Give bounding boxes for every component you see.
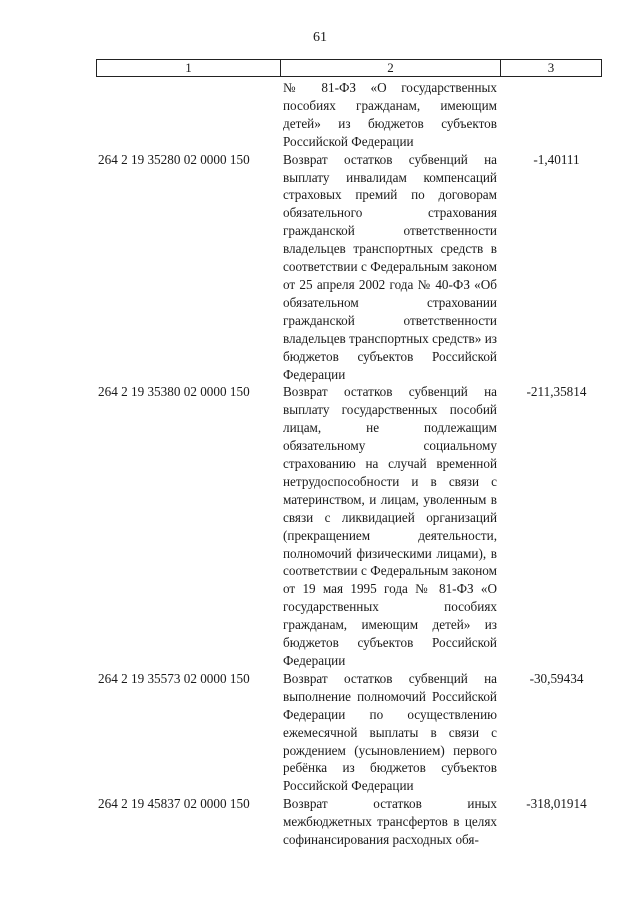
header-col-3: 3 [547, 60, 555, 75]
row-code [96, 79, 280, 151]
table-row [96, 670, 602, 795]
row-description: № 81-ФЗ «О государственных пособиях гражданам, имеющим детей» из бюджетов субъектов Российской Федерации [283, 80, 497, 149]
header-col-1: 1 [97, 60, 281, 76]
row-description: Возврат остатков субвенций на выплату инвалидам компенсаций страховых премий по договорам обязательного страхования гражданской ответственности владельцев транспортных средств в соответствии с Федеральным законом от 25 апреля 2002 года № 40-ФЗ «Об обязательном страховании гражданской ответственности владельцев транспортных средств» из бюджетов субъектов Российской Федерации [283, 151, 497, 382]
table-row [96, 383, 602, 670]
table-row [96, 795, 602, 849]
row-code: 264 2 19 35280 02 0000 150 [98, 151, 250, 167]
row-code: 264 2 19 45837 02 0000 150 [98, 796, 250, 812]
row-code: 264 2 19 35380 02 0000 150 [98, 384, 250, 400]
table-row [96, 151, 602, 384]
table-header [96, 59, 602, 77]
page-number: 61 [313, 30, 327, 45]
row-amount [497, 79, 602, 151]
header-col-2: 2 [281, 60, 501, 76]
table-body [96, 79, 602, 849]
table-row [96, 79, 602, 151]
row-amount: -30,59434 [529, 670, 584, 686]
row-description: Возврат остатков иных межбюджетных трансфертов в целях софинансирования расходных обя- [283, 796, 497, 848]
row-description: Возврат остатков субвенций на выплату государственных пособий лицам, не подлежащим обязательному социальному страхованию на случай временной нетрудоспособности и в связи с материнством, и лицам, уволенным в связи с ликвидацией организаций (прекращением деятельности, полномочий физическими лицами), в соответствии с Федеральным законом от 19 мая 1995 года № 81-ФЗ «О государственных пособиях гражданам, имеющим детей» из бюджетов субъектов Российской Федерации [283, 384, 497, 668]
row-code: 264 2 19 35573 02 0000 150 [98, 670, 250, 686]
row-amount: -1,40111 [533, 151, 580, 167]
row-amount: -211,35814 [526, 384, 587, 400]
row-amount: -318,01914 [526, 796, 587, 812]
row-description: Возврат остатков субвенций на выполнение полномочий Российской Федерации по осуществлению ежемесячной выплаты в связи с рождением (усыновлением) первого ребёнка из бюджетов субъектов Российской Федерации [283, 670, 497, 794]
